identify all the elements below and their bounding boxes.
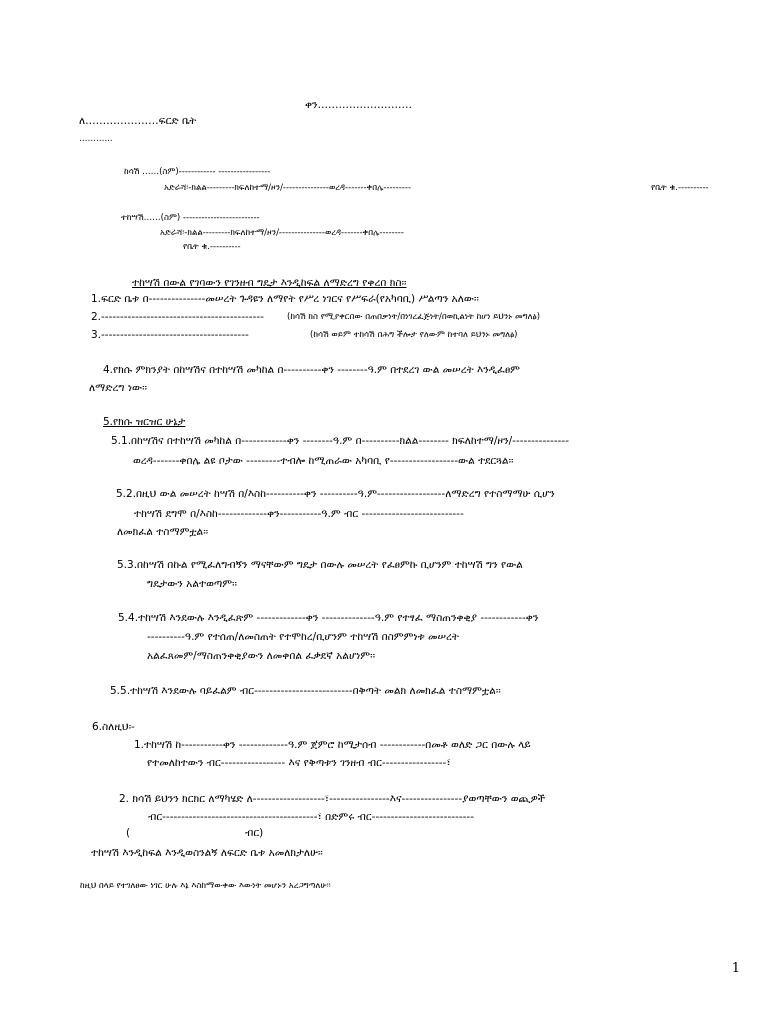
page-number: 1 [731, 961, 740, 976]
court-addressee: ለ…………………ፍርድ ቤት [79, 115, 197, 127]
section-5-4-line-1: 5.4.ተከሣሽ እንደውሉ እንዲፈጽም -------------ቀን --------------ዓ.ም የተፃፈ ማስጠንቀቂያ ------------ቀን [118, 612, 539, 624]
item-3-note: (ከሳሽ ወይም ተከሳሽ በሕግ ችሎታ የለውም ከተባለ ይህንኑ መግለፅ) [310, 330, 518, 340]
section-6-2-total-open: ( [126, 827, 131, 839]
section-4-line-1: 4.የክሱ ምክንያት በከሣሽና በተከሣሽ መካከል በ----------ቀን --------ዓ.ም በተደረገ ውል መሠረት እንዲፈፀም [103, 364, 520, 376]
item-2: 2.------------------------------------------- [91, 311, 264, 323]
section-5-1-line-2: ወረዳ-------ቀበሌ ልዩ ቦታው ---------ተብሎ ከሚጠራው አካባቢ የ------------------ውል ተደርጓል፡፡ [133, 455, 514, 467]
section-4-line-2: ለማድረግ ነው፡፡ [89, 382, 148, 394]
section-5-heading: 5.የክሱ ዝርዝር ሁኔታ [103, 416, 186, 428]
item-3: 3.--------------------------------------- [91, 329, 249, 341]
defendant-name-line: ተከሣሽ……(ስም) ------------------------- [121, 213, 260, 223]
document-title: ተከሣሽ በውል የገባውን የገንዘብ ግዴታ እንዲከፍል ለማድረግ የቀረበ ክስ፡፡ [132, 277, 407, 289]
closing-request: ተከሣሽ እንዲከፍል እንዲወስንልኝ ለፍርድ ቤቱ አመለክታለሁ፡፡ [91, 847, 323, 859]
section-6-2-total-close: ብር) [245, 827, 264, 839]
plaintiff-address-line: አድራሻ፡-ክልል---------ክፍለከተማ/ዞን/---------------ወረዳ-------ቀበሌ--------- [164, 183, 412, 193]
defendant-house-number: የቤት ቁ.---------- [183, 242, 241, 252]
addressee-dots: ………... [79, 134, 113, 144]
plaintiff-house-number: የቤት ቁ.---------- [651, 183, 709, 193]
item-2-note: (ከሳሽ ክስ የሚያቀርበው በጠበቃነት/በነገረፈጅነት/በወኪልነት ከሆነ ይህንኑ መግለፅ) [287, 312, 541, 322]
section-5-4-line-3: አልፈጸመም/ማስጠንቀቂያውን ለመቀበል ፈቃደኛ አልሆነም፡፡ [147, 650, 376, 662]
section-6-2-line-2: ብር-----------------------------------------፣ በድምሩ ብር--------------------------- [148, 811, 474, 823]
defendant-address-line: አድራሻ፡-ክልል---------ክፍለከተማ/ዞን/---------------ወረዳ-------ቀበሌ-------- [160, 228, 404, 238]
date-line: ቀን……………………… [305, 99, 413, 111]
section-5-2-line-1: 5.2.በዚህ ውል መሠረት ከሣሽ በ/እስከ----------ቀን ----------ዓ.ም------------------ለማድረግ የተስማማሁ ሲሆን [116, 488, 555, 500]
plaintiff-name-line: ከሳሽ ……(ስም)------------ ----------------- [124, 167, 271, 177]
section-5-3-line-2: ግዴታውን አልተወጣም፡፡ [147, 578, 237, 590]
section-5-2-line-2: ተከሣሽ ደግሞ በ/እስከ-------------ቀን-----------ዓ.ም ብር --------------------------- [134, 508, 464, 520]
section-6-1-line-1: 1.ተከሣሽ ከ-----------ቀን -------------ዓ.ም ጀምሮ ከሚታሰብ ------------በመቶ ወለድ ጋር በውሉ ላይ [134, 739, 531, 751]
section-5-4-line-2: ----------ዓ.ም የተሰጠ/ለመስጠት የተሞከረ/ቢሆንም ተከሣሽ በስምምነቱ መሠረት [147, 631, 459, 643]
section-5-5: 5.5.ተከሣሽ እንደውሉ ባይፈልም ብር--------------------------በቅጣት መልክ ለመክፈል ተስማምቷል፡፡ [110, 685, 501, 697]
declaration: ከዚህ በላይ የተገለፀው ነገር ሁሉ እኔ እስከማውቀው እውነት መሆኑን አረጋግጣለሁ፡፡ [80, 881, 331, 891]
section-6-1-line-2: የተመለከተውን ብር----------------- እና የቅጣቱን ገንዘብ ብር-----------------፣ [147, 757, 451, 769]
item-1: 1.ፍርድ ቤቱ በ---------------መሠረት ጉዳዩን ለማየት የሥረ ነገርና የሥፍራ(የአካባቢ) ሥልጣን አለው፡፡ [91, 293, 479, 305]
section-5-1-line-1: 5.1.በከሣሽና በተከሣሽ መካከል በ------------ቀን --------ዓ.ም በ----------ክልል-------- ክፍለከተማ/ዞን/--------------- [111, 435, 569, 447]
section-6-heading: 6.ስለዚህ፡- [92, 721, 135, 733]
section-5-2-line-3: ለመክፈል ተስማምቷል፡፡ [117, 526, 209, 538]
section-6-2-line-1: 2. ክሳሽ ይህንን ክርክር ለማካሄድ ለ-------------------፣----------------እና----------------ያወጣቸውን ወጪዎች [119, 793, 546, 805]
section-5-3-line-1: 5.3.በከሣሽ በኩል የሚፈለግብኝን ማናቸውም ግዴታ በውሉ መሠረት የፈፀምኩ ቢሆንም ተከሣሽ ግን የውል [117, 559, 523, 571]
